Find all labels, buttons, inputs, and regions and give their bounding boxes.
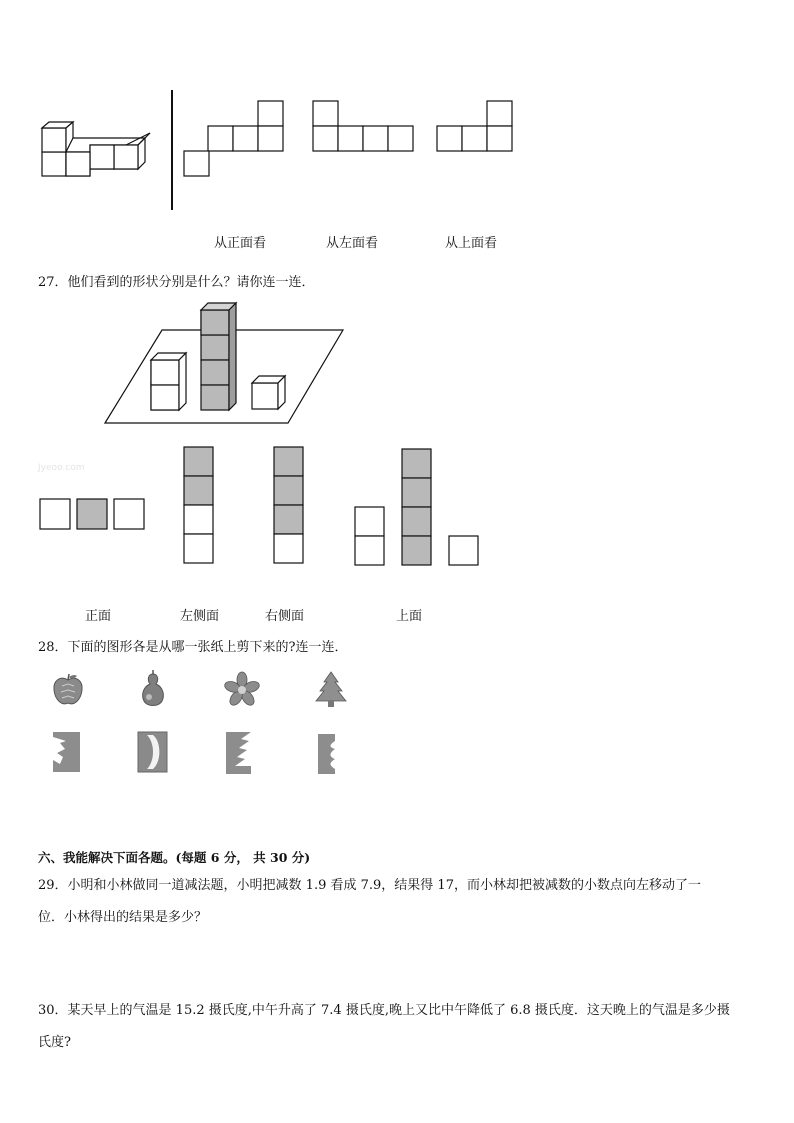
cut-paper-1[interactable] [52, 731, 82, 773]
q27-label-front: 正面 [85, 609, 112, 624]
cut-paper-4[interactable] [317, 733, 347, 775]
q27-option-1[interactable] [39, 498, 147, 530]
q26-label-top: 从上面看 [445, 236, 498, 251]
q27-option-2[interactable] [183, 446, 215, 566]
q30-text-line1: 30．某天早上的气温是 15.2 摄氏度,中午升高了 7.4 摄氏度,晚上又比中午降低了 6.8 摄氏度．这天晚上的气温是多少摄 [38, 1003, 730, 1018]
q26-label-left: 从左面看 [326, 236, 379, 251]
q26-view-front [183, 100, 285, 180]
tree-icon[interactable] [314, 671, 348, 709]
section-heading: 六、我能解决下面各题。(每题 6 分， 共 30 分) [38, 850, 311, 865]
q28-title: 28．下面的图形各是从哪一张纸上剪下来的?连一连． [38, 640, 348, 655]
q27-option-4[interactable] [354, 448, 482, 568]
q26-label-front: 从正面看 [214, 236, 267, 251]
q26-view-top [436, 100, 516, 156]
gourd-icon[interactable] [137, 670, 169, 710]
cut-paper-2[interactable] [137, 731, 169, 773]
q26-view-left [312, 100, 416, 156]
watermark: Jyeoo.com [38, 463, 85, 473]
q29-text-line1: 29．小明和小林做同一道减法题，小明把减数 1.9 看成 7.9，结果得 17，而小林却把被减数的小数点向左移动了一 [38, 878, 701, 893]
q27-label-right-side: 右侧面 [265, 609, 305, 624]
q27-scene [100, 300, 350, 428]
q29-text-line2: 位．小林得出的结果是多少？ [38, 910, 208, 925]
flower-icon[interactable] [222, 672, 262, 708]
q30-text-line2: 氏度? [38, 1035, 71, 1050]
q27-label-top: 上面 [396, 609, 423, 624]
q27-label-left-side: 左侧面 [180, 609, 220, 624]
q27-title: 27．他们看到的形状分别是什么？请你连一连． [38, 275, 315, 290]
q26-solid-figure [40, 125, 160, 185]
q26-divider [171, 90, 173, 210]
q27-option-3[interactable] [273, 446, 305, 566]
cut-paper-3[interactable] [225, 731, 253, 775]
apple-icon[interactable] [50, 672, 86, 708]
